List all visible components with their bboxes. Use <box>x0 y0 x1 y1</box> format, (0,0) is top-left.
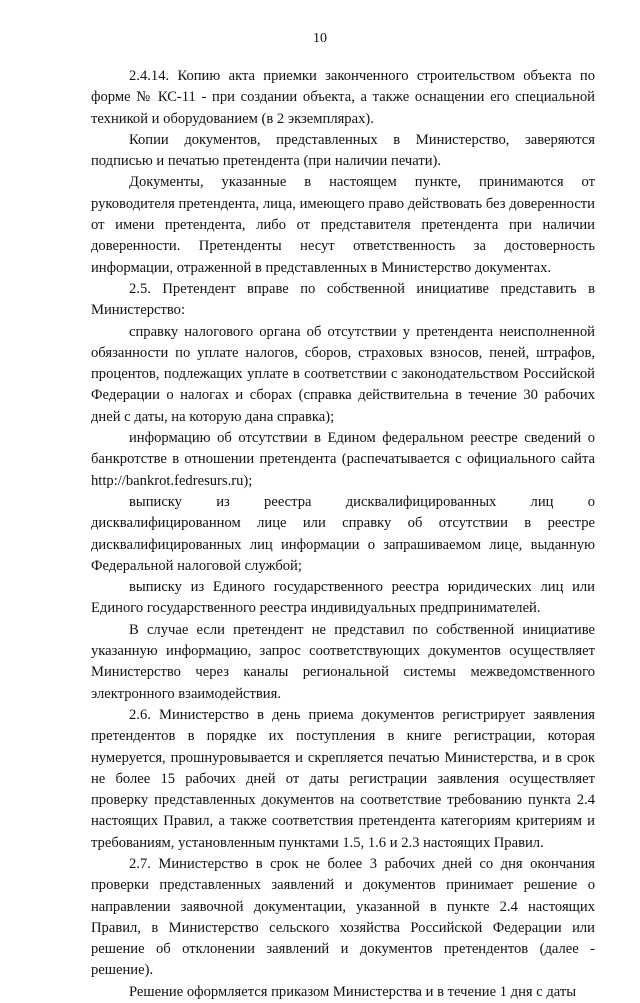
list-item-disqualification-extract: выписку из реестра дисквалифицированных лиц о дисквалифицированном лице или справку об отсутствии в реестре дисквалифицированных лиц информации о запрашиваемом лице, выданную Федеральной налоговой службой; <box>91 493 595 574</box>
paragraph-decision-order: Решение оформляется приказом Министерства и в течение 1 дня с даты <box>129 983 577 1000</box>
paragraph-interdepartmental-request: В случае если претендент не представил по собственной инициативе указанную информацию, запрос соответствующих документов осуществляет Министерство через каналы региональной системы межведомственного электронного взаимодействия. <box>91 621 595 702</box>
list-item-tax-certificate: справку налогового органа об отсутствии у претендента неисполненной обязанности по уплате налогов, сборов, страховых взносов, пеней, штрафов, процентов, подлежащих уплате в соответствии с законодательством Российской Федерации о налогах и сборах (справка действительна в течение 30 рабочих дней с даты, на которую дана справка); <box>91 323 595 425</box>
paragraph-2-4-14: 2.4.14. Копию акта приемки законченного строительством объекта по форме № КС-11 - при создании объекта, а также оснащении его специальной техникой и оборудованием (в 2 экземплярах). <box>91 68 595 127</box>
paragraph-documents-acceptance: Документы, указанные в настоящем пункте, принимаются от руководителя претендента, лица, имеющего право действовать без доверенности от имени претендента, либо от представителя претендента при наличии доверенности. Претенденты несут ответственность за достоверность информации, отраженной в представленных в Министерство документах. <box>91 174 595 276</box>
paragraph-2-5: 2.5. Претендент вправе по собственной инициативе представить в Министерство: <box>91 280 595 319</box>
paragraph-copies-certification: Копии документов, представленных в Министерство, заверяются подписью и печатью претендента (при наличии печати). <box>91 131 595 170</box>
paragraph-2-7: 2.7. Министерство в срок не более 3 рабочих дней со дня окончания проверки представленных заявлений и документов принимает решение о направлении заявочной документации, указанной в пункте 2.4 настоящих Правил, в Министерство сельского хозяйства Российской Федерации или решение об отклонении заявлений и документов претендентов (далее - решение). <box>91 855 595 979</box>
document-body <box>91 66 595 1003</box>
list-item-state-register-extract: выписку из Единого государственного реестра юридических лиц или Единого государственного реестра индивидуальных предпринимателей. <box>91 579 595 617</box>
page-number: 10 <box>313 31 327 46</box>
paragraph-2-6: 2.6. Министерство в день приема документов регистрирует заявления претендентов в порядке их поступления в книге регистрации, которая нумеруется, прошнуровывается и скрепляется печатью Министерства, и в срок не более 15 рабочих дней от даты регистрации заявления осуществляет проверку представленных документов на соответствие требованию пункта 2.4 настоящих Правил, а также соответствия претендента категориям критериям и требованиям, установленным пунктами 1.5, 1.6 и 2.3 настоящих Правил. <box>91 706 595 851</box>
list-item-bankruptcy-info: информацию об отсутствии в Едином федеральном реестре сведений о банкротстве в отношении претендента (распечатывается с официального сайта http://bankrot.fedresurs.ru); <box>91 430 595 489</box>
